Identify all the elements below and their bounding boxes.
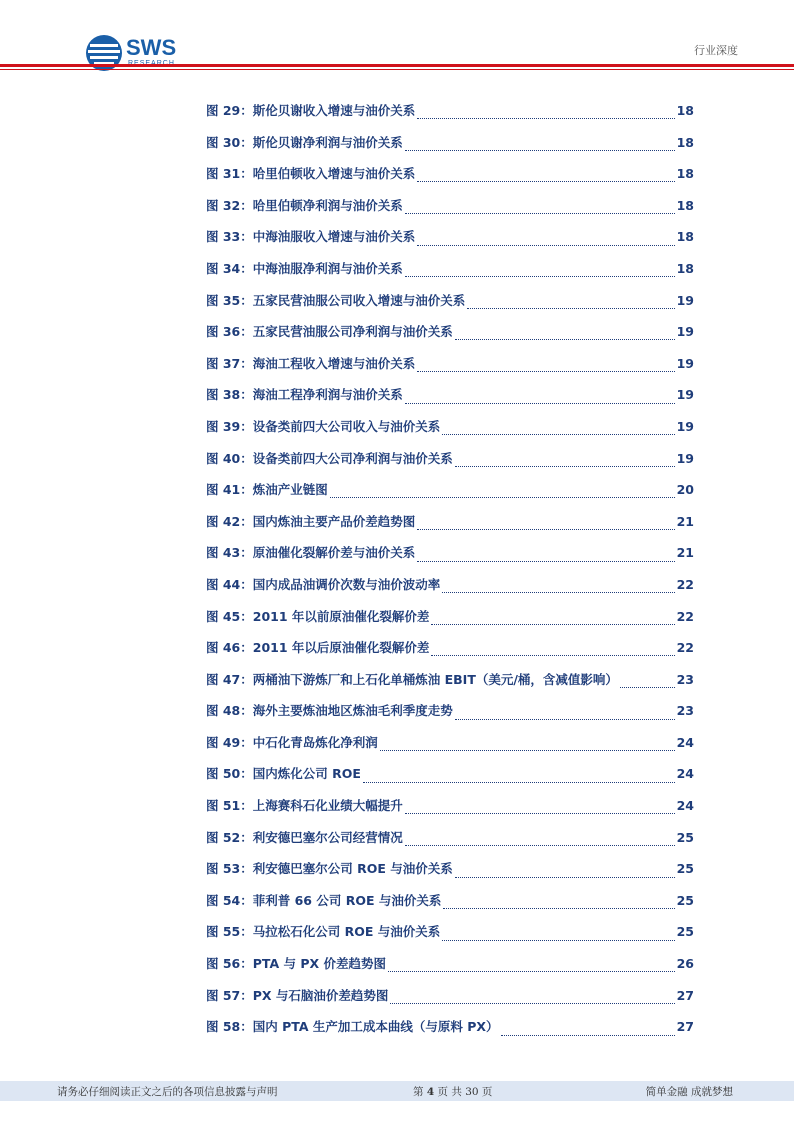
toc-entry[interactable] — [206, 796, 694, 828]
toc-leader-dots — [417, 181, 674, 182]
toc-entry-label: 图 53：利安德巴塞尔公司 ROE 与油价关系 — [206, 861, 453, 877]
toc-entry[interactable] — [206, 322, 694, 354]
toc-entry[interactable] — [206, 291, 694, 323]
toc-leader-dots — [467, 308, 674, 309]
toc-leader-dots — [431, 624, 674, 625]
sws-logo-icon — [84, 33, 124, 73]
toc-entry[interactable] — [206, 670, 694, 702]
toc-leader-dots — [380, 750, 675, 751]
toc-entry-page: 18 — [676, 103, 694, 118]
footer-slogan: 简单金融 成就梦想 — [645, 1086, 733, 1098]
toc-leader-dots — [405, 150, 675, 151]
toc-leader-dots — [442, 434, 674, 435]
toc-entry-label: 图 55：马拉松石化公司 ROE 与油价关系 — [206, 924, 441, 940]
toc-entry[interactable] — [206, 196, 694, 228]
toc-entry[interactable] — [206, 891, 694, 923]
toc-entry-page: 18 — [676, 197, 694, 213]
toc-entry[interactable] — [206, 954, 694, 986]
toc-leader-dots — [417, 561, 674, 562]
header-divider-thin — [0, 69, 794, 70]
page-current: 4 — [426, 1086, 435, 1098]
toc-entry-page: 20 — [676, 482, 694, 498]
toc-entry[interactable] — [206, 512, 694, 544]
toc-entry-page: 23 — [676, 703, 694, 719]
toc-entry-label: 图 34：中海油服净利润与油价关系 — [206, 260, 403, 276]
toc-entry-page: 25 — [676, 892, 694, 908]
toc-entry-page: 27 — [676, 1019, 694, 1035]
toc-leader-dots — [442, 592, 674, 593]
toc-leader-dots — [405, 213, 675, 214]
toc-entry[interactable] — [206, 449, 694, 481]
toc-entry-label: 图 32：哈里伯顿净利润与油价关系 — [206, 197, 403, 213]
toc-entry[interactable] — [206, 607, 694, 639]
header-divider-thick — [0, 64, 794, 67]
toc-entry-page: 22 — [676, 640, 694, 656]
toc-entry[interactable] — [206, 859, 694, 891]
toc-entry-label: 图 51：上海赛科石化业绩大幅提升 — [206, 798, 403, 814]
page-middle: 页 共 — [437, 1086, 462, 1098]
toc-entry-page: 19 — [676, 355, 694, 371]
toc-entry-label: 图 36：五家民营油服公司净利润与油价关系 — [206, 324, 453, 340]
toc-entry-label: 图 29：斯伦贝谢收入增速与油价关系 — [206, 103, 416, 118]
page-prefix: 第 — [413, 1086, 424, 1098]
toc-leader-dots — [417, 371, 674, 372]
toc-leader-dots — [417, 529, 674, 530]
toc-entry[interactable] — [206, 701, 694, 733]
toc-entry-label: 图 57：PX 与石脑油价差趋势图 — [206, 987, 389, 1003]
toc-entry-label: 图 48：海外主要炼油地区炼油毛利季度走势 — [206, 703, 453, 719]
toc-entry-label: 图 50：国内炼化公司 ROE — [206, 766, 361, 782]
toc-entry-page: 19 — [676, 450, 694, 466]
toc-leader-dots — [455, 877, 675, 878]
toc-entry[interactable] — [206, 133, 694, 165]
toc-entry[interactable] — [206, 227, 694, 259]
toc-entry-label: 图 47：两桶油下游炼厂和上石化单桶炼油 EBIT（美元/桶，含减值影响） — [206, 671, 618, 687]
toc-entry-label: 图 30：斯伦贝谢净利润与油价关系 — [206, 134, 403, 150]
toc-entry-label: 图 37：海油工程收入增速与油价关系 — [206, 355, 416, 371]
toc-entry[interactable] — [206, 354, 694, 386]
toc-entry-page: 19 — [676, 387, 694, 403]
toc-entry[interactable] — [206, 764, 694, 796]
toc-leader-dots — [390, 1003, 674, 1004]
toc-entry-page: 21 — [676, 545, 694, 561]
toc-leader-dots — [405, 403, 675, 404]
toc-entry[interactable] — [206, 922, 694, 954]
toc-entry-label: 图 45：2011 年以前原油催化裂解价差 — [206, 608, 430, 624]
toc-entry-label: 图 31：哈里伯顿收入增速与油价关系 — [206, 166, 416, 182]
toc-entry[interactable] — [206, 986, 694, 1018]
toc-entry[interactable] — [206, 828, 694, 860]
toc-leader-dots — [417, 118, 674, 119]
toc-entry[interactable] — [206, 543, 694, 575]
toc-entry-label: 图 38：海油工程净利润与油价关系 — [206, 387, 403, 403]
toc-leader-dots — [405, 845, 675, 846]
toc-entry-label: 图 40：设备类前四大公司净利润与油价关系 — [206, 450, 453, 466]
toc-leader-dots — [405, 813, 675, 814]
toc-entry-label: 图 56：PTA 与 PX 价差趋势图 — [206, 956, 386, 972]
toc-leader-dots — [501, 1035, 675, 1036]
toc-entry[interactable] — [206, 385, 694, 417]
toc-entry[interactable] — [206, 480, 694, 512]
figure-list — [206, 101, 694, 1049]
toc-leader-dots — [455, 466, 675, 467]
toc-entry-page: 18 — [676, 134, 694, 150]
toc-entry[interactable] — [206, 733, 694, 765]
toc-entry-label: 图 44：国内成品油调价次数与油价波动率 — [206, 576, 441, 592]
footer-page-number — [413, 1084, 492, 1099]
logo-text: SWS — [126, 35, 177, 60]
toc-leader-dots — [442, 940, 674, 941]
toc-leader-dots — [431, 655, 674, 656]
toc-entry-page: 18 — [676, 260, 694, 276]
toc-entry-label: 图 46：2011 年以后原油催化裂解价差 — [206, 640, 430, 656]
toc-leader-dots — [405, 276, 675, 277]
toc-entry-page: 18 — [676, 229, 694, 245]
toc-entry-page: 27 — [676, 987, 694, 1003]
toc-entry-label: 图 35：五家民营油服公司收入增速与油价关系 — [206, 292, 466, 308]
page-suffix: 页 — [481, 1086, 493, 1098]
toc-entry[interactable] — [206, 101, 694, 133]
toc-leader-dots — [330, 497, 675, 498]
toc-entry-page: 18 — [676, 166, 694, 182]
toc-entry-label: 图 33：中海油服收入增速与油价关系 — [206, 229, 416, 245]
toc-leader-dots — [417, 245, 674, 246]
toc-entry-page: 26 — [676, 956, 694, 972]
toc-entry[interactable] — [206, 575, 694, 607]
page-total: 30 — [465, 1086, 479, 1098]
toc-entry-label: 图 41：炼油产业链图 — [206, 482, 328, 498]
toc-entry[interactable] — [206, 638, 694, 670]
toc-entry-page: 24 — [676, 766, 694, 782]
report-type-tag: 行业深度 — [694, 44, 738, 57]
toc-entry-page: 25 — [676, 861, 694, 877]
toc-entry-page: 19 — [676, 292, 694, 308]
toc-entry-page: 22 — [676, 608, 694, 624]
toc-entry[interactable] — [206, 164, 694, 196]
footer-disclaimer: 请务必仔细阅读正文之后的各项信息披露与声明 — [57, 1086, 278, 1098]
toc-entry-label: 图 52：利安德巴塞尔公司经营情况 — [206, 829, 403, 845]
toc-entry-page: 24 — [676, 798, 694, 814]
toc-leader-dots — [443, 908, 674, 909]
toc-leader-dots — [620, 687, 675, 688]
toc-entry[interactable] — [206, 417, 694, 449]
toc-leader-dots — [455, 719, 675, 720]
toc-entry-page: 25 — [676, 924, 694, 940]
toc-entry-label: 图 42：国内炼油主要产品价差趋势图 — [206, 513, 416, 529]
toc-entry-page: 19 — [676, 418, 694, 434]
sws-logo — [84, 33, 194, 73]
toc-entry-page: 25 — [676, 829, 694, 845]
toc-entry-label: 图 39：设备类前四大公司收入与油价关系 — [206, 418, 441, 434]
toc-entry-label: 图 58：国内 PTA 生产加工成本曲线（与原料 PX） — [206, 1019, 499, 1035]
toc-leader-dots — [455, 339, 675, 340]
toc-entry-label: 图 43：原油催化裂解价差与油价关系 — [206, 545, 416, 561]
toc-entry-page: 22 — [676, 576, 694, 592]
toc-leader-dots — [388, 971, 675, 972]
toc-entry-page: 24 — [676, 734, 694, 750]
toc-entry-page: 19 — [676, 324, 694, 340]
toc-entry-label: 图 54：菲利普 66 公司 ROE 与油价关系 — [206, 892, 442, 908]
toc-entry-page: 23 — [676, 671, 694, 687]
toc-leader-dots — [363, 782, 675, 783]
toc-entry-page: 21 — [676, 513, 694, 529]
toc-entry[interactable] — [206, 1017, 694, 1049]
toc-entry[interactable] — [206, 259, 694, 291]
toc-entry-label: 图 49：中石化青岛炼化净利润 — [206, 734, 378, 750]
